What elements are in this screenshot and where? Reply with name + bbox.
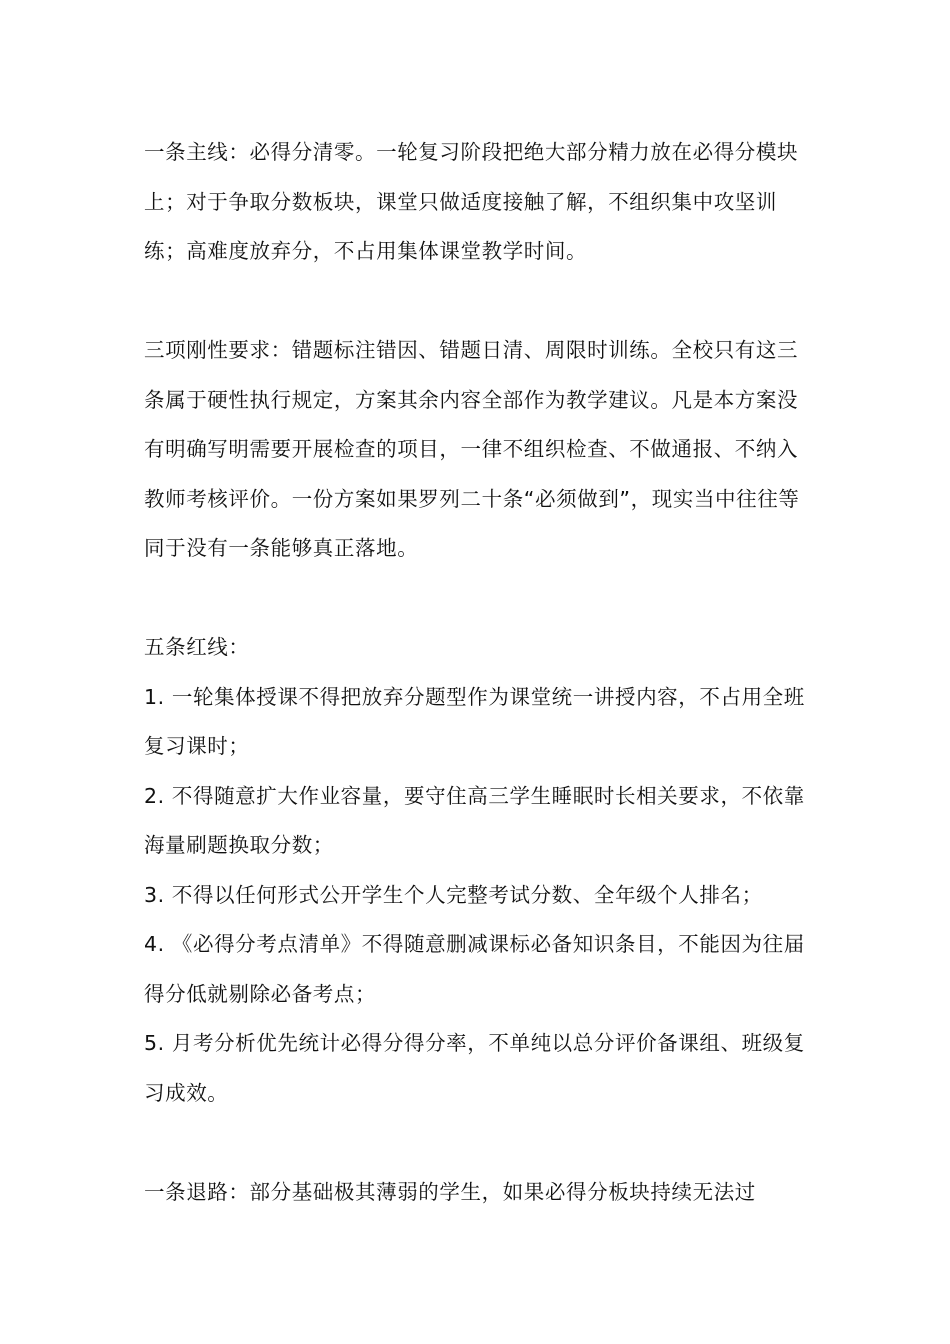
main-line-paragraph: 一条主线：必得分清零。一轮复习阶段把绝大部分精力放在必得分模块上；对于争取分数板块，课堂只做适度接触了解，不组织集中攻坚训练；高难度放弃分，不占用集体课堂教学时间。 xyxy=(144,140,799,263)
red-lines-list xyxy=(144,673,808,1119)
list-item: 4. 《必得分考点清单》不得随意删减课标必备知识条目，不能因为往届得分低就剔除必备考点； xyxy=(144,932,805,1006)
list-item: 3. 不得以任何形式公开学生个人完整考试分数、全年级个人排名； xyxy=(144,882,763,907)
list-item: 2. 不得随意扩大作业容量，要守住高三学生睡眠时长相关要求，不依靠海量刷题换取分数； xyxy=(144,783,805,857)
list-item: 1. 一轮集体授课不得把放弃分题型作为课堂统一讲授内容，不占用全班复习课时； xyxy=(144,684,805,758)
paragraph-spacer xyxy=(144,574,808,624)
red-lines-heading: 五条红线： xyxy=(144,635,250,659)
document-body xyxy=(144,128,808,1217)
rigid-requirements-paragraph: 三项刚性要求：错题标注错因、错题日清、周限时训练。全校只有这三条属于硬性执行规定，方案其余内容全部作为教学建议。凡是本方案没有明确写明需要开展检查的项目，一律不组织检查、不做通报、不纳入教师考核评价。一份方案如果罗列二十条“必须做到”，现实当中往往等同于没有一条能够真正落地。 xyxy=(144,338,800,560)
paragraph-spacer xyxy=(144,277,808,327)
list-item: 5. 月考分析优先统计必得分得分率，不单纯以总分评价备课组、班级复习成效。 xyxy=(144,1031,805,1105)
fallback-paragraph: 一条退路：部分基础极其薄弱的学生，如果必得分板块持续无法过 xyxy=(144,1179,756,1204)
paragraph-spacer xyxy=(144,1118,808,1168)
